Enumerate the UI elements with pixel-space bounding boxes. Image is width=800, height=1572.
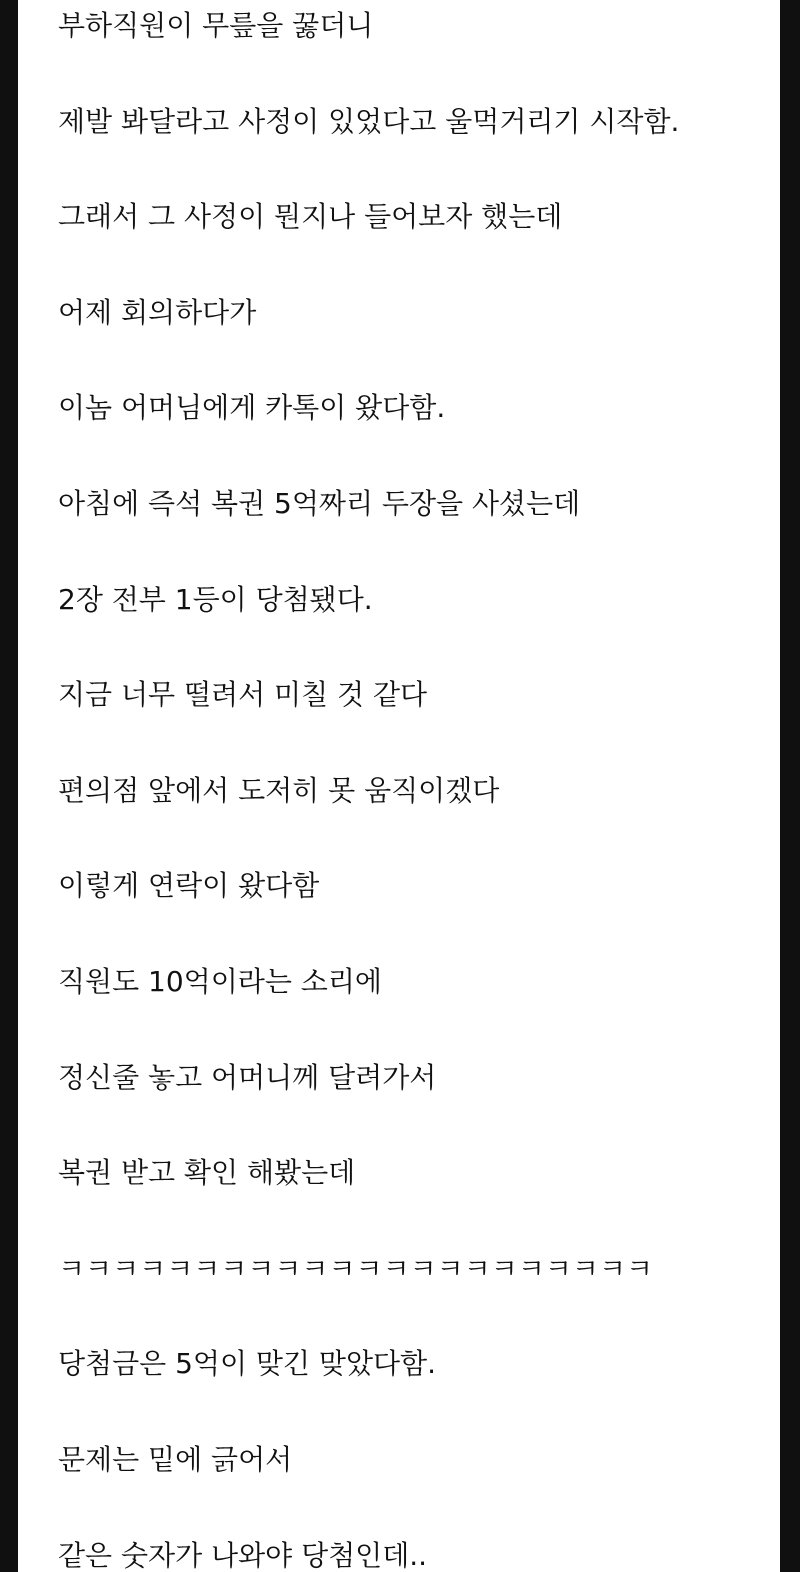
post-line: 이렇게 연락이 왔다함 bbox=[58, 869, 320, 903]
post-line: 정신줄 놓고 어머니께 달려가서 bbox=[58, 1060, 437, 1094]
post-line: 아침에 즉석 복권 5억짜리 두장을 사셨는데 bbox=[58, 486, 581, 520]
post-line: ㅋㅋㅋㅋㅋㅋㅋㅋㅋㅋㅋㅋㅋㅋㅋㅋㅋㅋㅋㅋㅋㅋ bbox=[58, 1251, 654, 1285]
post-content-panel bbox=[18, 0, 780, 1572]
post-line: 편의점 앞에서 도저히 못 움직이겠다 bbox=[58, 773, 500, 807]
post-line: 같은 숫자가 나와야 당첨인데.. bbox=[58, 1538, 428, 1572]
post-line: 어제 회의하다가 bbox=[58, 295, 257, 329]
post-line: 복권 받고 확인 해봤는데 bbox=[58, 1156, 356, 1190]
post-line: 제발 봐달라고 사정이 있었다고 울먹거리기 시작함. bbox=[58, 104, 680, 138]
post-line: 직원도 10억이라는 소리에 bbox=[58, 964, 382, 998]
post-line: 이놈 어머님에게 카톡이 왔다함. bbox=[58, 391, 446, 425]
post-line: 당첨금은 5억이 맞긴 맞았다함. bbox=[58, 1347, 436, 1381]
post-body bbox=[58, 0, 758, 1572]
post-line: 부하직원이 무릎을 꿇더니 bbox=[58, 9, 374, 42]
post-line: 문제는 밑에 긁어서 bbox=[58, 1442, 293, 1476]
post-line: 지금 너무 떨려서 미칠 것 같다 bbox=[58, 678, 428, 712]
post-line: 그래서 그 사정이 뭔지나 들어보자 했는데 bbox=[58, 200, 563, 234]
post-line: 2장 전부 1등이 당첨됐다. bbox=[58, 582, 373, 616]
